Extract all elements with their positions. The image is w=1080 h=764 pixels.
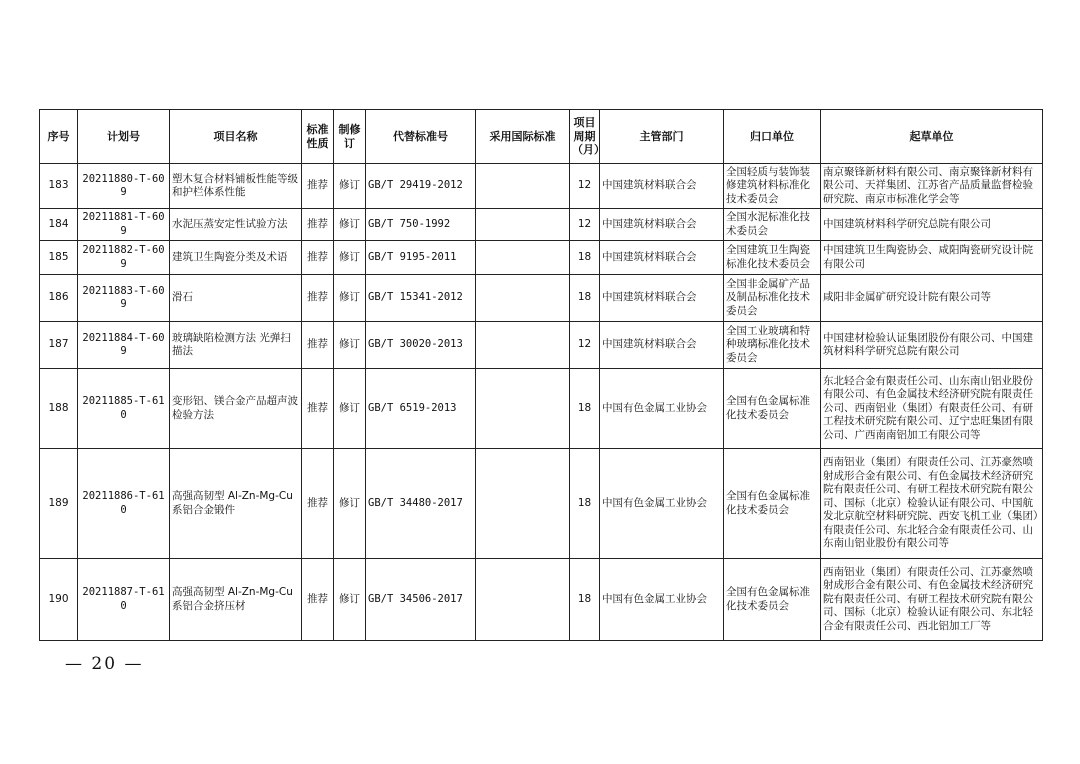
cell-intl (476, 275, 570, 322)
cell-period: 18 (570, 369, 600, 449)
header-dept: 主管部门 (600, 110, 724, 164)
cell-name: 玻璃缺陷检测方法 光弹扫描法 (170, 322, 302, 369)
cell-replace: GB/T 34480-2017 (366, 449, 476, 559)
table-row (40, 369, 1043, 449)
cell-drafter: 中国建筑卫生陶瓷协会、咸阳陶瓷研究设计院有限公司 (821, 241, 1043, 275)
cell-revise: 修订 (334, 449, 366, 559)
cell-intl (476, 559, 570, 641)
cell-name: 滑石 (170, 275, 302, 322)
cell-dept: 中国建筑材料联合会 (600, 241, 724, 275)
header-name: 项目名称 (170, 110, 302, 164)
cell-drafter: 西南铝业（集团）有限责任公司、江苏豪然喷射成形合金有限公司、有色金属技术经济研究院有限责任公司、有研工程技术研究院有限公司、国标（北京）检验认证有限公司、东北轻合金有限责任公司、西北铝加工厂等 (821, 559, 1043, 641)
cell-tc: 全国工业玻璃和特种玻璃标准化技术委员会 (724, 322, 821, 369)
cell-plan-no: 20211885-T-610 (78, 369, 170, 449)
cell-replace: GB/T 34506-2017 (366, 559, 476, 641)
cell-name: 水泥压蒸安定性试验方法 (170, 209, 302, 241)
cell-period: 12 (570, 322, 600, 369)
cell-revise: 修订 (334, 559, 366, 641)
cell-period: 18 (570, 449, 600, 559)
cell-plan-no: 20211883-T-609 (78, 275, 170, 322)
page-number: — 20 — (65, 654, 144, 674)
cell-plan-no: 20211887-T-610 (78, 559, 170, 641)
cell-tc: 全国轻质与装饰装修建筑材料标准化技术委员会 (724, 164, 821, 209)
cell-seq: 190 (40, 559, 78, 641)
cell-dept: 中国有色金属工业协会 (600, 559, 724, 641)
cell-drafter: 中国建材检验认证集团股份有限公司、中国建筑材料科学研究总院有限公司 (821, 322, 1043, 369)
cell-plan-no: 20211886-T-610 (78, 449, 170, 559)
table-row (40, 449, 1043, 559)
cell-dept: 中国建筑材料联合会 (600, 164, 724, 209)
cell-drafter: 中国建筑材料科学研究总院有限公司 (821, 209, 1043, 241)
cell-tc: 全国建筑卫生陶瓷标准化技术委员会 (724, 241, 821, 275)
cell-revise: 修订 (334, 369, 366, 449)
cell-nature: 推荐 (302, 559, 334, 641)
cell-name: 高强高韧型 Al-Zn-Mg-Cu 系铝合金挤压材 (170, 559, 302, 641)
cell-dept: 中国有色金属工业协会 (600, 449, 724, 559)
cell-dept: 中国建筑材料联合会 (600, 275, 724, 322)
cell-nature: 推荐 (302, 369, 334, 449)
cell-period: 12 (570, 164, 600, 209)
cell-revise: 修订 (334, 164, 366, 209)
cell-tc: 全国水泥标准化技术委员会 (724, 209, 821, 241)
header-seq: 序号 (40, 110, 78, 164)
cell-drafter: 咸阳非金属矿研究设计院有限公司等 (821, 275, 1043, 322)
header-replace: 代替标准号 (366, 110, 476, 164)
cell-replace: GB/T 9195-2011 (366, 241, 476, 275)
table-header-row (40, 110, 1043, 164)
cell-name: 建筑卫生陶瓷分类及术语 (170, 241, 302, 275)
header-tc: 归口单位 (724, 110, 821, 164)
header-intl: 采用国际标准 (476, 110, 570, 164)
cell-seq: 186 (40, 275, 78, 322)
header-plan-no: 计划号 (78, 110, 170, 164)
cell-drafter: 南京聚锋新材料有限公司、南京聚锋新材料有限公司、天祥集团、江苏省产品质量监督检验研究院、南京市标准化学会等 (821, 164, 1043, 209)
cell-intl (476, 241, 570, 275)
cell-drafter: 东北轻合金有限责任公司、山东南山铝业股份有限公司、有色金属技术经济研究院有限责任公司、西南铝业（集团）有限责任公司、有研工程技术研究院有限公司、辽宁忠旺集团有限公司、广西南南铝加工有限公司等 (821, 369, 1043, 449)
cell-replace: GB/T 6519-2013 (366, 369, 476, 449)
cell-seq: 187 (40, 322, 78, 369)
header-nature: 标准性质 (302, 110, 334, 164)
cell-tc: 全国非金属矿产品及制品标准化技术委员会 (724, 275, 821, 322)
cell-plan-no: 20211881-T-609 (78, 209, 170, 241)
table-row (40, 164, 1043, 209)
cell-period: 18 (570, 241, 600, 275)
cell-plan-no: 20211882-T-609 (78, 241, 170, 275)
table-row (40, 241, 1043, 275)
cell-intl (476, 449, 570, 559)
cell-plan-no: 20211884-T-609 (78, 322, 170, 369)
cell-period: 18 (570, 275, 600, 322)
standards-table (39, 109, 1043, 641)
cell-tc: 全国有色金属标准化技术委员会 (724, 559, 821, 641)
cell-seq: 185 (40, 241, 78, 275)
cell-replace: GB/T 30020-2013 (366, 322, 476, 369)
cell-nature: 推荐 (302, 241, 334, 275)
cell-name: 高强高韧型 Al-Zn-Mg-Cu 系铝合金锻件 (170, 449, 302, 559)
cell-nature: 推荐 (302, 275, 334, 322)
cell-name: 变形铝、镁合金产品超声波检验方法 (170, 369, 302, 449)
header-period: 项目周期（月） (570, 110, 600, 164)
cell-nature: 推荐 (302, 322, 334, 369)
cell-intl (476, 369, 570, 449)
cell-period: 18 (570, 559, 600, 641)
cell-dept: 中国有色金属工业协会 (600, 369, 724, 449)
cell-revise: 修订 (334, 241, 366, 275)
cell-nature: 推荐 (302, 209, 334, 241)
cell-tc: 全国有色金属标准化技术委员会 (724, 449, 821, 559)
cell-nature: 推荐 (302, 449, 334, 559)
cell-seq: 188 (40, 369, 78, 449)
table-row (40, 559, 1043, 641)
cell-revise: 修订 (334, 275, 366, 322)
cell-period: 12 (570, 209, 600, 241)
cell-dept: 中国建筑材料联合会 (600, 322, 724, 369)
cell-nature: 推荐 (302, 164, 334, 209)
cell-intl (476, 322, 570, 369)
cell-seq: 189 (40, 449, 78, 559)
cell-tc: 全国有色金属标准化技术委员会 (724, 369, 821, 449)
cell-replace: GB/T 29419-2012 (366, 164, 476, 209)
table-row (40, 209, 1043, 241)
cell-revise: 修订 (334, 209, 366, 241)
cell-intl (476, 209, 570, 241)
table-row (40, 322, 1043, 369)
cell-name: 塑木复合材料铺板性能等级和护栏体系性能 (170, 164, 302, 209)
cell-drafter: 西南铝业（集团）有限责任公司、江苏豪然喷射成形合金有限公司、有色金属技术经济研究院有限责任公司、有研工程技术研究院有限公司、国标（北京）检验认证有限公司、中国航发北京航空材料研究院、西安飞机工业（集团）有限责任公司、东北轻合金有限责任公司、山东南山铝业股份有限公司等 (821, 449, 1043, 559)
cell-replace: GB/T 15341-2012 (366, 275, 476, 322)
cell-intl (476, 164, 570, 209)
cell-revise: 修订 (334, 322, 366, 369)
table-row (40, 275, 1043, 322)
cell-dept: 中国建筑材料联合会 (600, 209, 724, 241)
header-revise: 制修订 (334, 110, 366, 164)
cell-replace: GB/T 750-1992 (366, 209, 476, 241)
cell-seq: 184 (40, 209, 78, 241)
cell-seq: 183 (40, 164, 78, 209)
cell-plan-no: 20211880-T-609 (78, 164, 170, 209)
header-drafter: 起草单位 (821, 110, 1043, 164)
